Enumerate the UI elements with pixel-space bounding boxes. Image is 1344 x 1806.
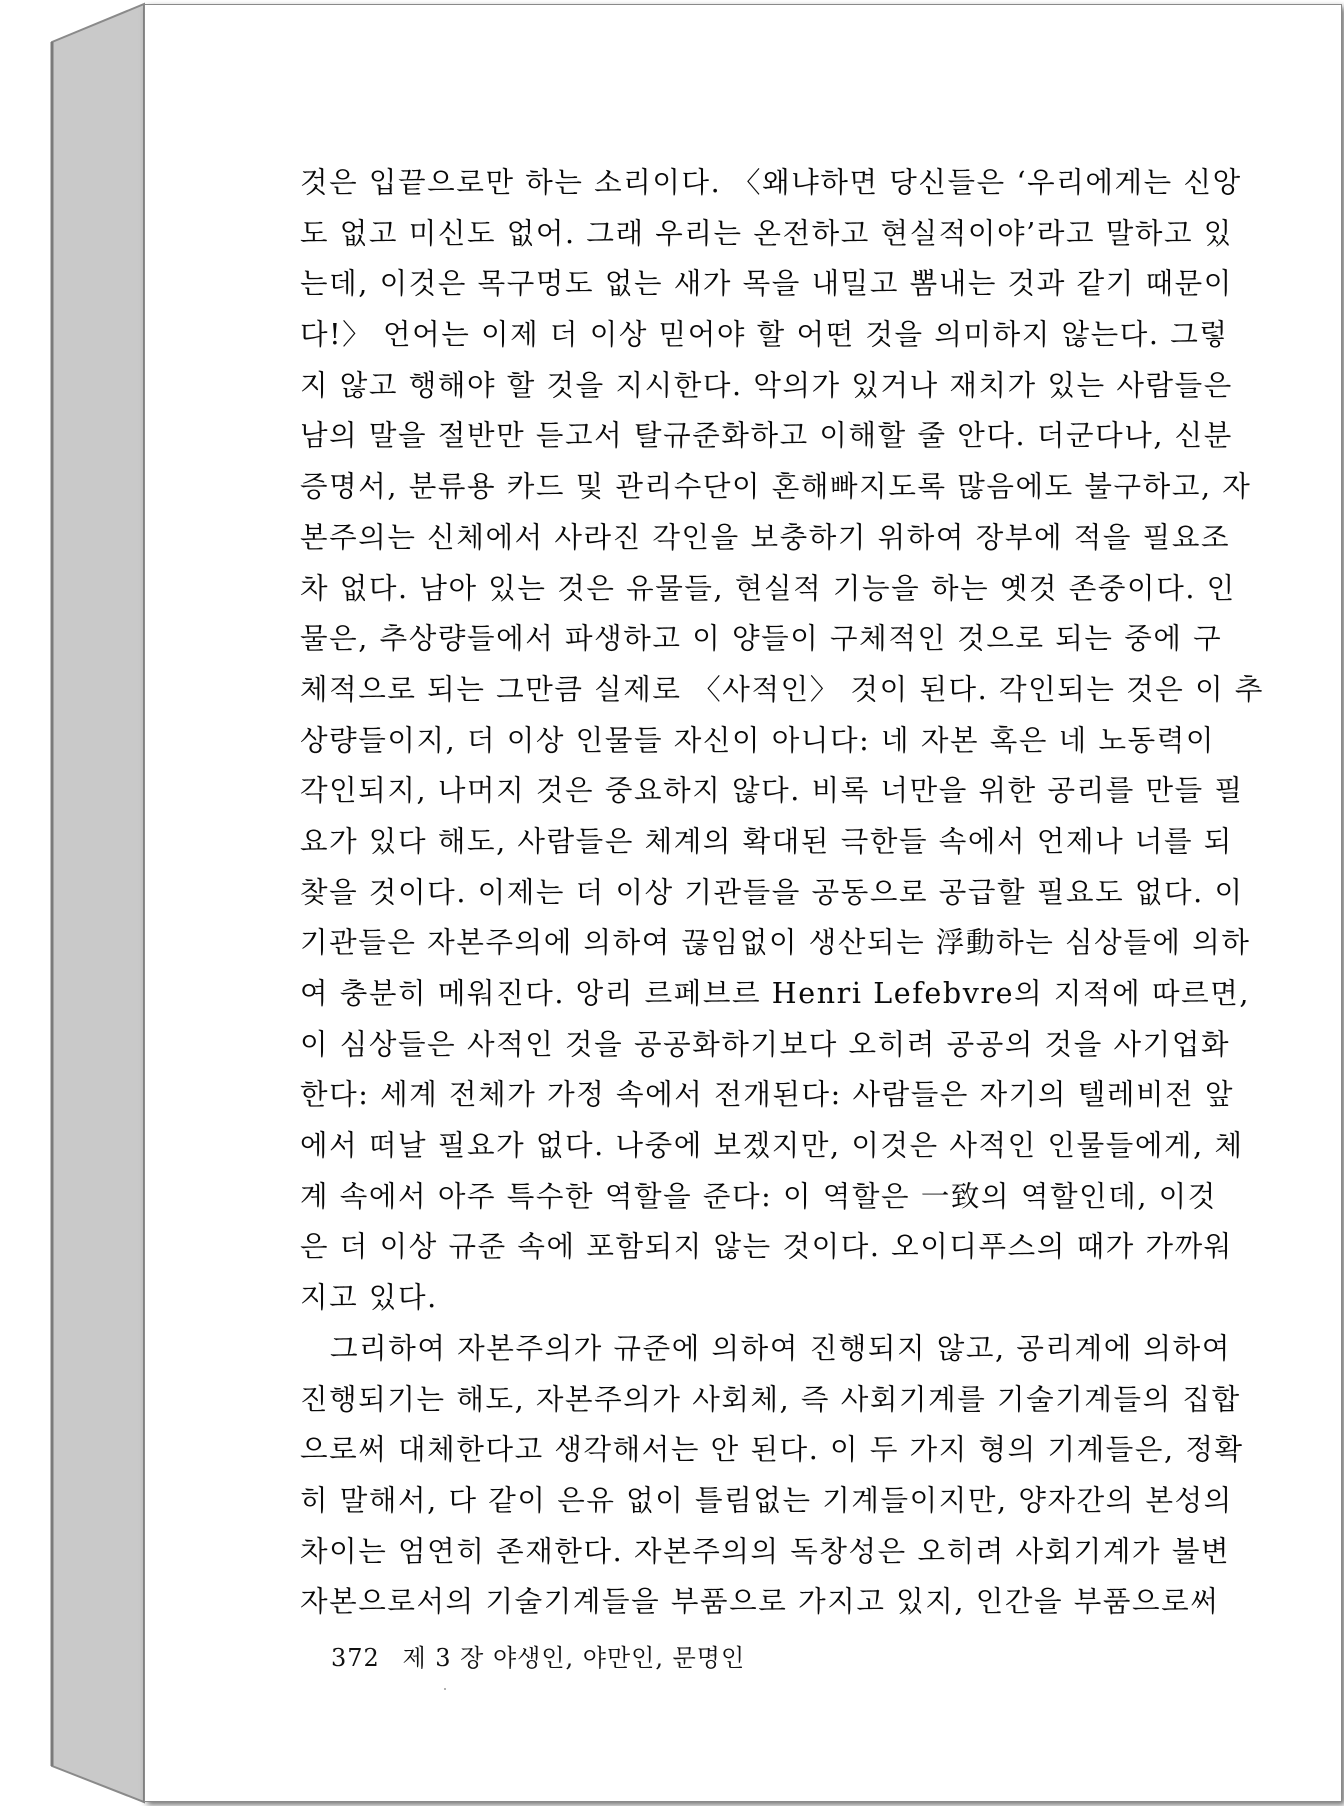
scan-speck — [444, 1688, 446, 1690]
text-line: 한다: 세계 전체가 가정 속에서 전개된다: 사람들은 자기의 텔레비전 앞 — [300, 1078, 1235, 1112]
text-line: 히 말해서, 다 같이 은유 없이 틀림없는 기계들이지만, 양자간의 본성의 — [300, 1483, 1233, 1517]
text-line: 은 더 이상 규준 속에 포함되지 않는 것이다. 오이디푸스의 때가 가까워 — [300, 1230, 1233, 1264]
text-line: 자본으로서의 기술기계들을 부품으로 가지고 있지, 인간을 부품으로써 — [300, 1585, 1220, 1619]
text-line: 지고 있다. — [300, 1281, 438, 1315]
text-line: 찾을 것이다. 이제는 더 이상 기관들을 공동으로 공급할 필요도 없다. 이 — [300, 875, 1244, 909]
text-line: 으로써 대체한다고 생각해서는 안 된다. 이 두 가지 형의 기계들은, 정확 — [300, 1433, 1244, 1467]
page-footer — [331, 1638, 745, 1673]
text-line: 에서 떠날 필요가 없다. 나중에 보겠지만, 이것은 사적인 인물들에게, 체 — [300, 1129, 1244, 1163]
text-line: 차 없다. 남아 있는 것은 유물들, 현실적 기능을 하는 옛것 존중이다. 인 — [300, 571, 1236, 605]
text-line: 여 충분히 메워진다. 앙리 르페브르 Henri Lefebvre의 지적에 따르면, — [300, 977, 1251, 1010]
text-line: 본주의는 신체에서 사라진 각인을 보충하기 위하여 장부에 적을 필요조 — [300, 520, 1231, 554]
text-line: 체적으로 되는 그만큼 실제로 〈사적인〉 것이 된다. 각인되는 것은 이 추 — [300, 672, 1264, 706]
text-line: 증명서, 분류용 카드 및 관리수단이 혼해빠지도록 많음에도 불구하고, 자 — [300, 470, 1252, 504]
text-line: 이 심상들은 사적인 것을 공공화하기보다 오히려 공공의 것을 사기업화 — [300, 1027, 1231, 1061]
text-line: 차이는 엄연히 존재한다. 자본주의의 독창성은 오히려 사회기계가 불변 — [300, 1534, 1231, 1568]
text-line: 도 없고 미신도 없어. 그래 우리는 온전하고 현실적이야’라고 말하고 있 — [300, 216, 1233, 250]
text-line: 기관들은 자본주의에 의하여 끊임없이 생산되는 浮動하는 심상들에 의하 — [300, 926, 1251, 960]
text-line: 요가 있다 해도, 사람들은 체계의 확대된 극한들 속에서 언제나 너를 되 — [300, 824, 1233, 858]
body-text — [300, 158, 1264, 1628]
text-line: 남의 말을 절반만 듣고서 탈규준화하고 이해할 줄 안다. 더군다나, 신분 — [300, 419, 1233, 453]
text-line: 것은 입끝으로만 하는 소리이다. 〈왜냐하면 당신들은 ‘우리에게는 신앙 — [300, 166, 1242, 199]
text-line: 지 않고 행해야 할 것을 지시한다. 악의가 있거나 재치가 있는 사람들은 — [300, 368, 1233, 402]
text-line: 상량들이지, 더 이상 인물들 자신이 아니다: 네 자본 혹은 네 노동력이 — [300, 723, 1215, 757]
text-line: 다!〉 언어는 이제 더 이상 믿어야 할 어떤 것을 의미하지 않는다. 그렇 — [300, 318, 1229, 352]
text-line: 물은, 추상량들에서 파생하고 이 양들이 구체적인 것으로 되는 중에 구 — [300, 622, 1223, 656]
page-number: 372 — [331, 1644, 380, 1672]
paragraph-start-line: 그리하여 자본주의가 규준에 의하여 진행되지 않고, 공리계에 의하여 — [330, 1331, 1231, 1365]
text-line: 각인되지, 나머지 것은 중요하지 않다. 비록 너만을 위한 공리를 만들 필 — [300, 774, 1244, 808]
text-line: 계 속에서 아주 특수한 역할을 준다: 이 역할은 一致의 역할인데, 이것 — [300, 1179, 1217, 1213]
text-line: 진행되기는 해도, 자본주의가 사회체, 즉 사회기계를 기술기계들의 집합 — [300, 1382, 1241, 1416]
chapter-title: 제 3 장 야생인, 야만인, 문명인 — [402, 1644, 746, 1672]
text-line: 는데, 이것은 목구멍도 없는 새가 목을 내밀고 뽐내는 것과 같기 때문이 — [300, 267, 1233, 301]
